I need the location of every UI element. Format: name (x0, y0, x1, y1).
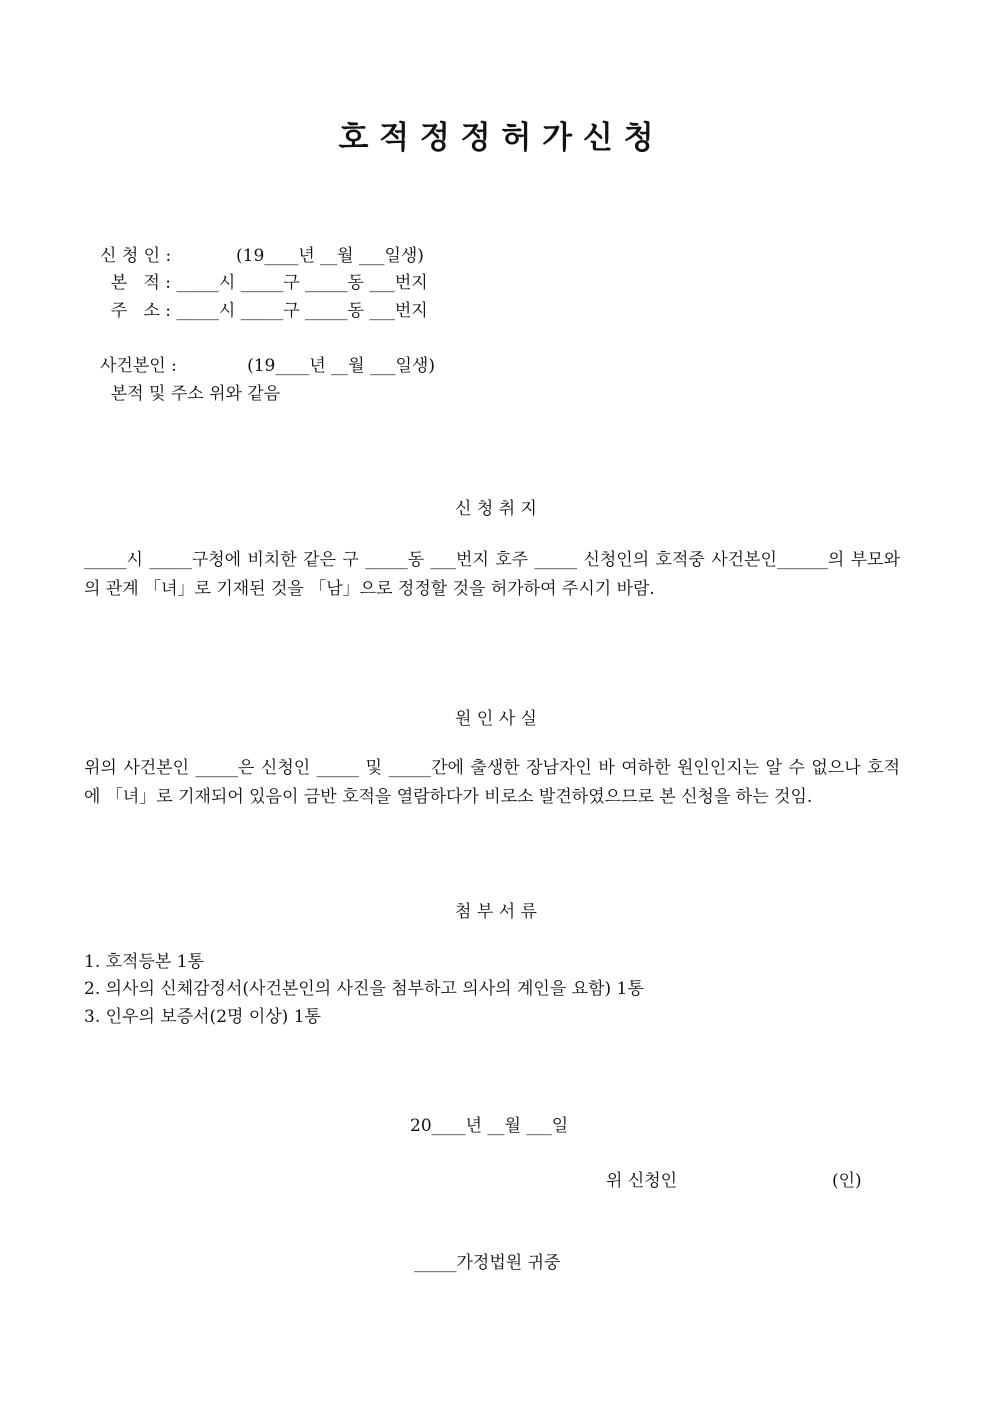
attachment-item: 2. 의사의 신체감정서(사건본인의 사진을 첨부하고 의사의 계인을 요함) 1통 (84, 979, 644, 999)
date-line: 20____년 __월 ___일 (410, 1116, 569, 1136)
subject-name-line: 사건본인 : (19____년 __월 ___일생) (100, 356, 435, 376)
addressee: _____가정법원 귀중 (414, 1253, 561, 1273)
applicant-address-line: 주 소 : _____시 _____구 _____동 ___번지 (100, 301, 428, 321)
document-title: 호 적 정 정 허 가 신 청 (338, 120, 654, 156)
reason-text: 위의 사건본인 _____은 신청인 _____ 및 _____간에 출생한 장남자인 바 여하한 원인인지는 알 수 없으나 호적에 「녀」로 기재되어 있음이 금반 호적을 열람하다가 비로소 발견하였으므로 본 신청을 하는 것임. (84, 758, 900, 807)
signature-label: 위 신청인 (606, 1171, 678, 1191)
reason-heading: 원 인 사 실 (455, 709, 537, 729)
subject-note-line: 본적 및 주소 위와 같음 (100, 384, 281, 404)
applicant-name-line: 신 청 인 : (19____년 __월 ___일생) (100, 246, 424, 266)
attachments-heading: 첨 부 서 류 (455, 902, 537, 922)
purpose-text: _____시 _____구청에 비치한 같은 구 _____동 ___번지 호주 _____ 신청인의 호적중 사건본인______의 부모와의 관계 「녀」로 기재된 것을 「남」으로 정정할 것을 허가하여 주시기 바람. (84, 550, 900, 599)
attachment-item: 3. 인우의 보증서(2명 이상) 1통 (84, 1007, 321, 1027)
applicant-domicile-line: 본 적 : _____시 _____구 _____동 ___번지 (100, 273, 428, 293)
seal-mark: (인) (832, 1171, 862, 1191)
attachment-item: 1. 호적등본 1통 (84, 952, 204, 972)
purpose-heading: 신 청 취 지 (455, 499, 537, 519)
